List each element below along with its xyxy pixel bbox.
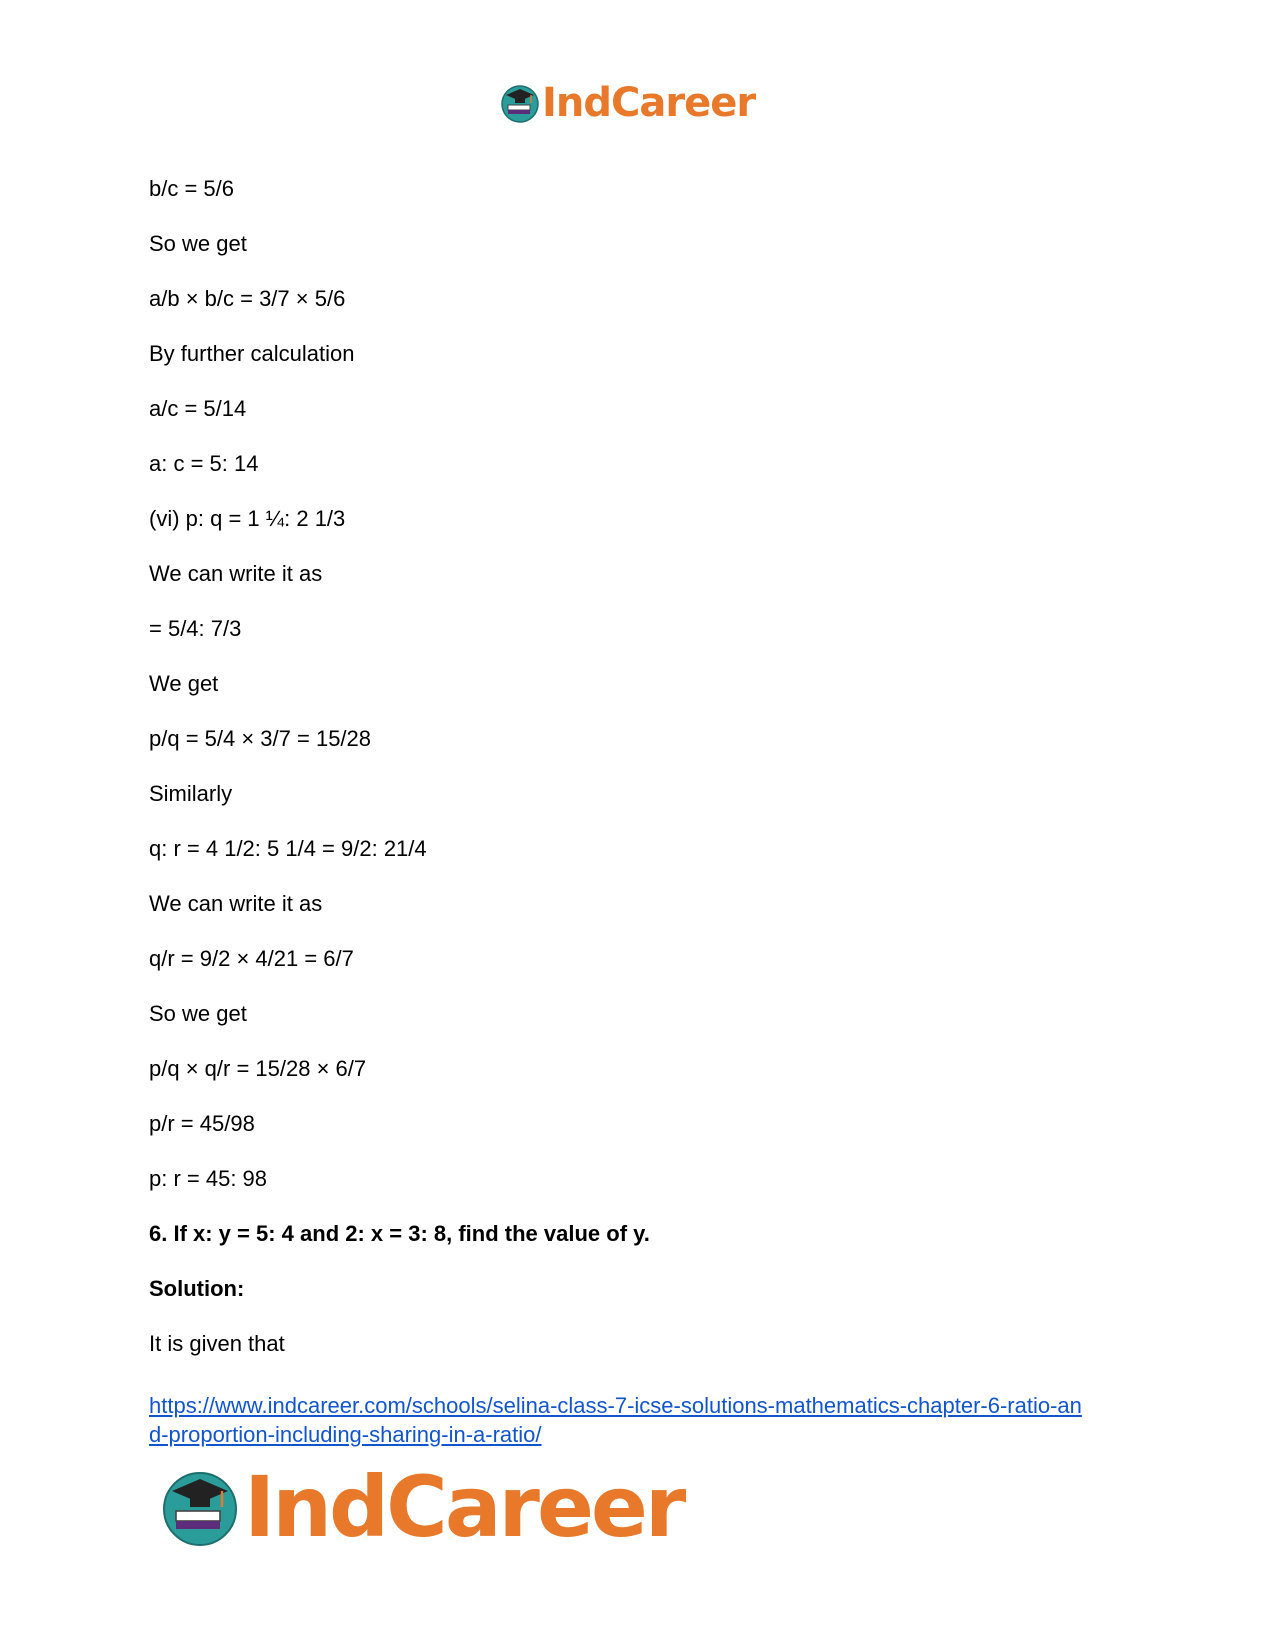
solution-intro: It is given that [149,1331,285,1356]
text-line: We can write it as [149,891,323,916]
text-line: By further calculation [149,341,355,366]
header-logo-text: IndCareer [542,80,756,126]
graduation-cap-book-globe-icon [160,1467,240,1547]
solution-label: Solution: [149,1276,245,1301]
text-line: q/r = 9/2 × 4/21 = 6/7 [149,946,354,971]
footer-link-block [149,1391,1129,1449]
text-line: q: r = 4 1/2: 5 1/4 = 9/2: 21/4 [149,836,427,861]
text-line: a: c = 5: 14 [149,451,259,476]
text-line: p/q × q/r = 15/28 × 6/7 [149,1056,367,1081]
text-line: p/q = 5/4 × 3/7 = 15/28 [149,726,372,751]
graduation-cap-book-globe-icon [500,83,540,123]
text-line: p/r = 45/98 [149,1111,255,1136]
source-link-line1: https://www.indcareer.com/schools/selina-class-7-icse-solutions-mathematics-chapter-6-ratio-an [149,1393,1082,1418]
text-line: Similarly [149,781,233,806]
text-line: b/c = 5/6 [149,176,235,201]
text-line: = 5/4: 7/3 [149,616,242,641]
text-line: So we get [149,1001,247,1026]
footer-logo-text: IndCareer [244,1458,684,1556]
text-line: So we get [149,231,247,256]
text-line: a/b × b/c = 3/7 × 5/6 [149,286,346,311]
footer-logo [160,1458,684,1556]
text-line: (vi) p: q = 1 ¼: 2 1/3 [149,506,346,531]
header-logo [500,78,755,128]
question-heading: 6. If x: y = 5: 4 and 2: x = 3: 8, find the value of y. [149,1221,650,1246]
source-link-line2: d-proportion-including-sharing-in-a-ratio/ [149,1422,542,1447]
document-body [149,176,1129,1386]
text-line: We get [149,671,219,696]
source-link[interactable] [149,1393,1082,1447]
text-line: p: r = 45: 98 [149,1166,268,1191]
text-line: We can write it as [149,561,323,586]
text-line: a/c = 5/14 [149,396,247,421]
